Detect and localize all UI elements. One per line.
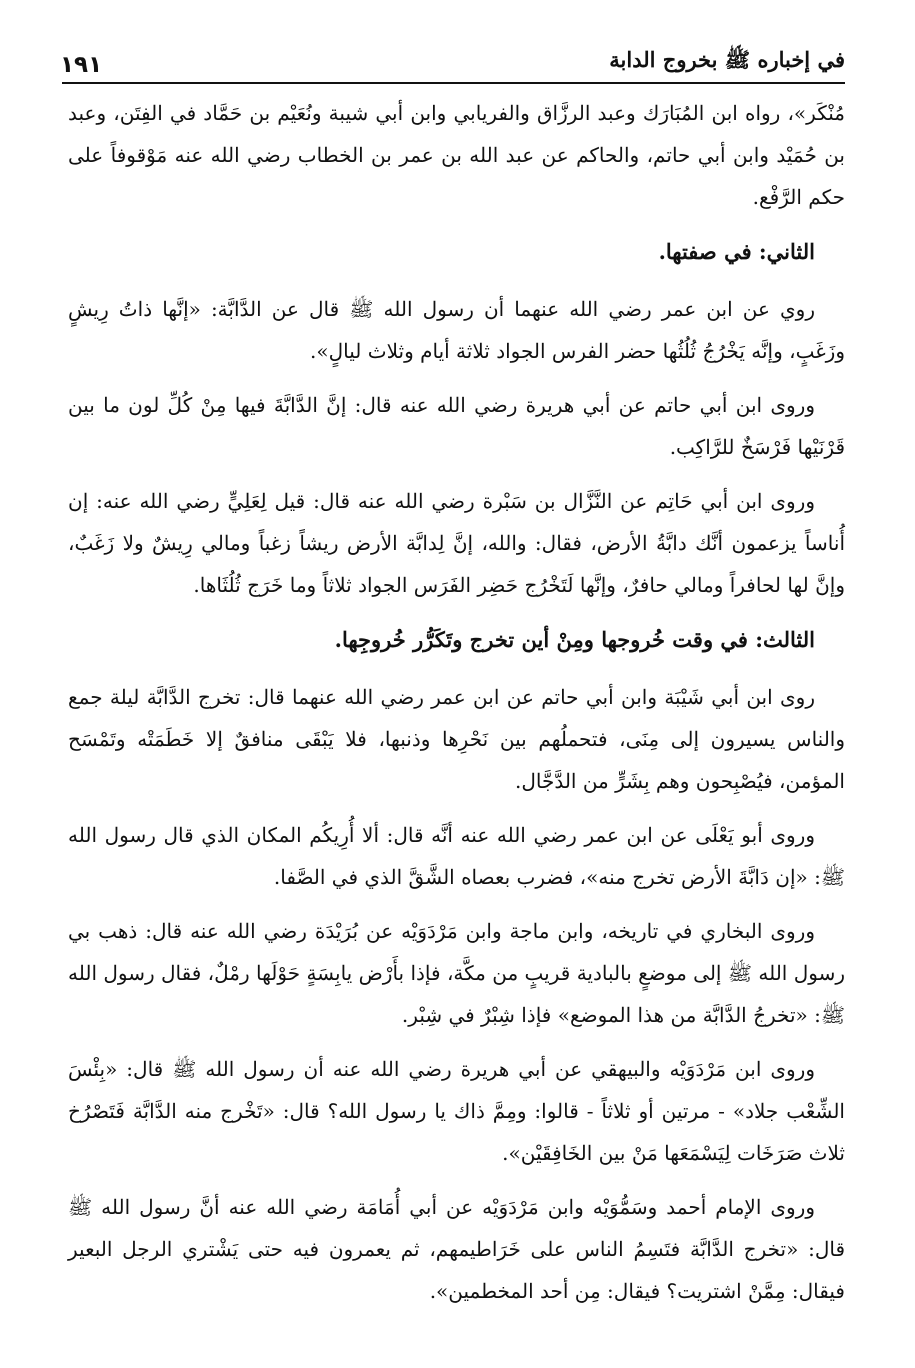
paragraph-ibn-abi-shayba: روى ابن أبي شَيْبَة وابن أبي حاتم عن ابن عمر رضي الله عنهما قال: تخرج الدَّابَّة ليلة جمع والناس يسيرون إلى مِنَى، فتحملُهم بين نَحْرِها وذنبها، فلا يَبْقَى منافقٌ إلا خَطَمَتْه وتَمْسَح المؤمن، فيُصْبِحون وهم بِشَرٍّ من الدَّجَّال. — [68, 685, 845, 793]
section-heading-second: الثاني: في صفتها. — [658, 239, 815, 264]
paragraph-nazzal-ali: وروى ابن أبي حَاتِم عن النَّزَّال بن سَبْرة رضي الله عنه قال: قيل لِعَلِيٍّ رضي الله عنه: إن أُناساً يزعمون أنَّك دابَّةُ الأرض، فقال: والله، إنَّ لِدابَّة الأرض ريشاً زغباً ومالي رِيشٌ ولا زَغَبٌ، وإنَّ لها لحافراً ومالي حافرٌ، وإنَّها لَتَخْرُج حَضِر الفَرَس الجواد ثلاثاً وما خَرَج ثُلُثَاها. — [68, 489, 846, 597]
paragraph-bukhari-burayda: وروى البخاري في تاريخه، وابن ماجة وابن مَرْدَوَيْه عن بُرَيْدَة رضي الله عنه قال: ذهب بي رسول الله ﷺ إلى موضعٍ بالبادية قريبٍ من مكَّة، فإذا بأَرْض يابِسَةٍ حَوْلَها رمْلٌ، فقال رسول الله ﷺ: «تخرجُ الدَّابَّة من هذا الموضع» فإذا شِبْرٌ في شِبْر. — [68, 919, 845, 1027]
page-number: ١٩١ — [60, 52, 103, 78]
paragraph-abu-hurayra-colors: وروى ابن أبي حاتم عن أبي هريرة رضي الله عنه قال: إنَّ الدَّابَّةَ فيها مِنْ كُلِّ لون ما بين قَرْنَيْها فَرْسَخٌ للرَّاكِب. — [68, 393, 845, 459]
paragraph-ahmad-abu-umama: وروى الإمام أحمد وسَمُّوَيْه وابن مَرْدَوَيْه عن أبي أُمَامَة رضي الله عنه أنَّ رسول الله ﷺ قال: «تخرج الدَّابَّة فتَسِمُ الناس على خَرَاطيمهم، ثم يعمرون فيه حتى يَشْتري الرجل البعير فيقال: مِمَّنْ اشتريت؟ فيقال: مِن أحد المخطمين». — [68, 1195, 845, 1303]
paragraph-abu-yala: وروى أبو يَعْلَى عن ابن عمر رضي الله عنه أنَّه قال: ألا أُرِيكُم المكان الذي قال رسول الله ﷺ: «إن دَابَّةَ الأرض تخرج منه»، فضرب بعصاه الشَّقَّ الذي في الصَّفا. — [68, 823, 845, 889]
header-rule — [62, 82, 845, 84]
paragraph-ibn-umar-feathers: روي عن ابن عمر رضي الله عنهما أن رسول الله ﷺ قال عن الدَّابَّة: «إنَّها ذاتُ رِيشٍ وزَغَبٍ، وإنَّه يَخْرُجُ ثُلُثُها حضر الفرس الجواد ثلاثة أيام وثلاث ليالٍ». — [68, 297, 845, 363]
section-heading-third: الثالث: في وقت خُروجها ومِنْ أين تخرج وتَكَرُّر خُروجِها. — [334, 627, 815, 652]
running-title: في إخباره ﷺ بخروج الدابة — [609, 47, 845, 72]
page-body — [68, 92, 845, 1324]
paragraph-ibn-marduyah-bayhaqi: وروى ابن مَرْدَوَيْه والبيهقي عن أبي هريرة رضي الله عنه أن رسول الله ﷺ قال: «بِئْسَ الشِّعْب جلاد» - مرتين أو ثلاثاً - قالوا: ومِمَّ ذاك يا رسول الله؟ قال: «تَخْرج منه الدَّابَّة فَتَصْرُخ ثلاث صَرَخَات لِيَسْمَعَها مَنْ بين الخَافِقَيْن». — [68, 1057, 845, 1165]
paragraph-continuation: مُنْكَر»، رواه ابن المُبَارَك وعبد الرزَّاق والفريابي وابن أبي شيبة ونُعَيْم بن حَمَّاد في الفِتَن، وعبد بن حُمَيْد وابن أبي حاتم، والحاكم عن عبد الله بن عمر بن الخطاب رضي الله عنه مَوْقوفاً على حكم الرَّفْع. — [68, 101, 845, 209]
page-header — [60, 38, 845, 78]
